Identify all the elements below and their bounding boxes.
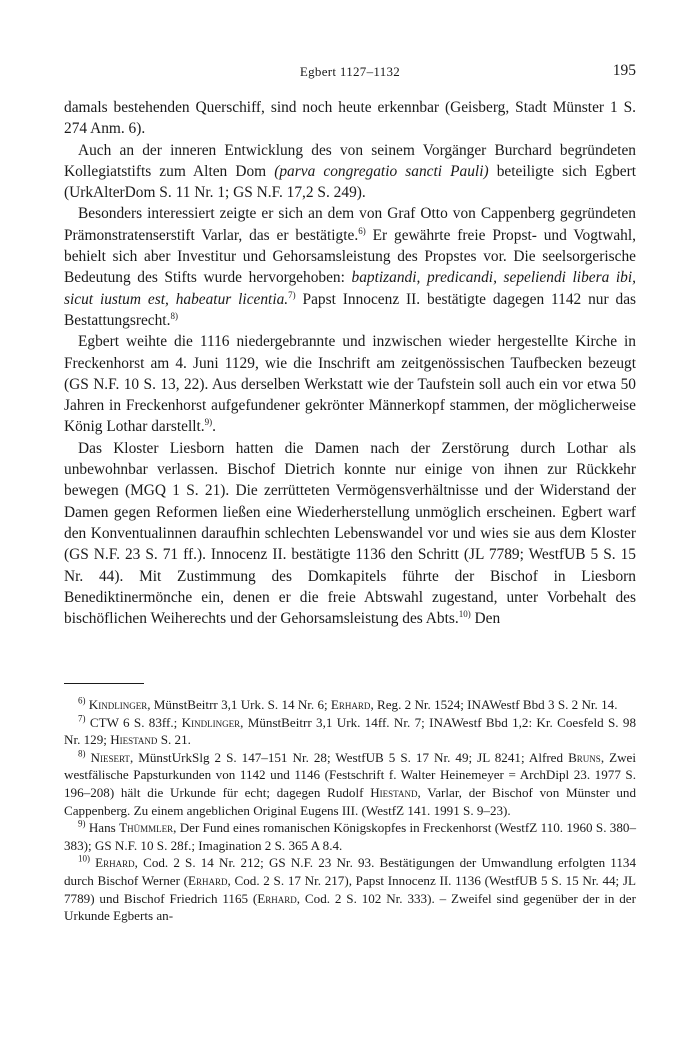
footnote xyxy=(64,696,636,714)
text-run: , MünstBeitrr 3,1 Urk. 14ff. Nr. 7; INAWestf Bbd 1,2: Kr. Coesfeld S. 98 Nr. 129; xyxy=(64,714,637,748)
paragraph xyxy=(64,203,636,331)
running-head-title: Egbert 1127–1132 xyxy=(299,64,401,79)
italic-text: (parva congregatio sancti Pauli) xyxy=(274,162,489,180)
book-page xyxy=(64,0,636,1048)
paragraph xyxy=(64,97,636,140)
author-name: Hiestand xyxy=(110,732,158,748)
text-run: Hans xyxy=(85,820,120,836)
text-run: , Cod. 2 S. 14 Nr. 212; GS N.F. 23 Nr. 93. Bestätigungen der Umwandlung erfolgten 1134 durch Bischof Werner ( xyxy=(64,855,636,888)
author-name: Kindlinger xyxy=(88,697,148,712)
footnote xyxy=(64,854,636,924)
text-run: , Cod. 2 S. 17 Nr. 217), Papst Innocenz II. 1136 (WestfUB 5 S. 15 Nr. 44; JL 7789) und Bischof Friedrich 1165 ( xyxy=(64,872,636,906)
footnote-marker: 10) xyxy=(78,853,90,864)
author-name: Niesert xyxy=(90,749,130,765)
author-name: Kindlinger xyxy=(181,714,241,730)
page-number: 195 xyxy=(612,62,636,79)
author-name: Hiestand xyxy=(370,784,418,800)
paragraph xyxy=(64,438,636,630)
text-run: Den xyxy=(470,610,501,628)
text-run: , MünstBeitrr 3,1 Urk. S. 14 Nr. 6; xyxy=(147,697,331,712)
footnote-marker: 6) xyxy=(358,225,366,236)
footnote xyxy=(64,714,636,749)
text-run: , Varlar, der Bischof von Münster und Cappenberg. Zu einem angeblichen Original Eugens III. (WestfZ 141. 1991 S. 9–23). xyxy=(64,784,636,818)
text-run: CTW 6 S. 83ff.; xyxy=(85,714,182,730)
text-run: Papst Innocenz II. bestätigte dagegen 1142 nur das Bestattungsrecht. xyxy=(64,290,637,329)
text-run: S. 21. xyxy=(157,732,191,748)
paragraph xyxy=(64,331,636,437)
text-run: , MünstUrkSlg 2 S. 147–151 Nr. 28; WestfUB 5 S. 17 Nr. 49; JL 8241; Alfred xyxy=(129,749,569,765)
text-run: , Cod. 2 S. 102 Nr. 333). – Zweifel sind gegenüber der in der Urkunde Egberts an- xyxy=(64,890,636,924)
footnote-marker: 7) xyxy=(78,713,86,724)
author-name: Bruns xyxy=(568,749,601,765)
footnote-marker: 9) xyxy=(78,818,86,829)
footnote-marker: 8) xyxy=(170,310,178,321)
author-name: Erhard xyxy=(188,872,228,888)
text-run: Besonders interessiert zeigte er sich an dem von Graf Otto von Cappenberg gegründeten Prämonstratenserstift Varlar, das er bestätigte. xyxy=(64,205,636,244)
text-run: , Der Fund eines romanischen Königskopfes in Freckenhorst (WestfZ 110. 1960 S. 380–383); GS N.F. 10 S. 28f.; Imagination 2 S. 365 A 8.4. xyxy=(64,820,636,853)
author-name: Erhard xyxy=(330,697,371,712)
paragraph xyxy=(64,140,636,204)
footnote-marker: 9) xyxy=(204,417,213,428)
footnote-marker: 7) xyxy=(288,289,296,300)
text-run: beteiligte sich Egbert (UrkAlterDom S. 11 Nr. 1; GS N.F. 17,2 S. 249). xyxy=(64,162,636,202)
italic-text: baptizandi, predicandi, sepeliendi libera ibi, sicut iustum est, habeatur licentia. xyxy=(64,269,636,308)
text-run: , Reg. 2 Nr. 1524; INAWestf Bbd 3 S. 2 Nr. 14. xyxy=(370,697,618,712)
text-run: . xyxy=(212,418,216,436)
text-run: Auch an der inneren Entwicklung des von seinem Vorgänger Burchard begründeten Kollegiatstifts zum Alten Dom xyxy=(64,141,636,180)
author-name: Thümmler xyxy=(119,820,174,836)
footnote-marker: 6) xyxy=(78,695,86,706)
author-name: Erhard xyxy=(257,890,297,906)
text-run: damals bestehenden Querschiff, sind noch heute erkennbar (Geisberg, Stadt Münster 1 S. 274 Anm. 6). xyxy=(64,99,636,138)
footnote-marker: 10) xyxy=(458,609,471,619)
footnote xyxy=(64,819,636,854)
author-name: Erhard xyxy=(95,855,135,871)
running-head xyxy=(64,62,636,82)
footnote xyxy=(64,749,636,819)
footnotes xyxy=(64,683,636,925)
text-run: , Zwei westfälische Papsturkunden von 1142 und 1146 (Festschrift f. Walter Heinemeyer = ArchDipl 23. 1977 S. 196–208) hält die Urkunde für echt; dagegen Rudolf xyxy=(64,749,637,800)
footnote-rule xyxy=(64,683,144,684)
main-text xyxy=(64,97,636,629)
text-run: Er gewährte freie Propst- und Vogtwahl, behielt sich aber Investitur und Gehorsamsleistung des Propstes vor. Die seelsorgerische Bedeutung des Stifts wurde hervorgehoben: xyxy=(64,226,636,287)
footnote-marker: 8) xyxy=(78,748,86,759)
text-run: Das Kloster Liesborn hatten die Damen nach der Zerstörung durch Lothar als unbewohnbar verlassen. Bischof Dietrich konnte nur einige von ihnen zur Rückkehr bewegen (MGQ 1 S. 21). Die zerrütteten Vermögensverhältnisse und der Widerstand der Damen gegen Reformen ließen eine Wiederherstellung unmöglich erscheinen. Egbert warf den Konventualinnen daraufhin schlechten Lebenswandel vor und wies sie aus dem Kloster (GS N.F. 23 S. 71 ff.). Innocenz II. bestätigte 1136 den Schritt (JL 7789; WestfUB 5 S. 15 Nr. 44). Mit Zustimmung des Domkapitels führte der Bischof in Liesborn Benediktinermönche ein, denen er die freie Abtswahl zugestand, unter Vorbehalt des bischöflichen Weiherechts und der Gehorsamsleistung des Abts. xyxy=(64,439,636,628)
text-run: Egbert weihte die 1116 niedergebrannte und inzwischen wieder hergestellte Kirche in Freckenhorst am 4. Juni 1129, wie die Inschrift am zeitgenössischen Taufbecken bezeugt (GS N.F. 10 S. 13, 22). Aus derselben Werkstatt wie der Taufstein soll auch ein vor etwa 50 Jahren in Freckenhorst aufgefundener gekrönter Männerkopf stammen, der möglicherweise König Lothar darstellt. xyxy=(64,333,636,436)
